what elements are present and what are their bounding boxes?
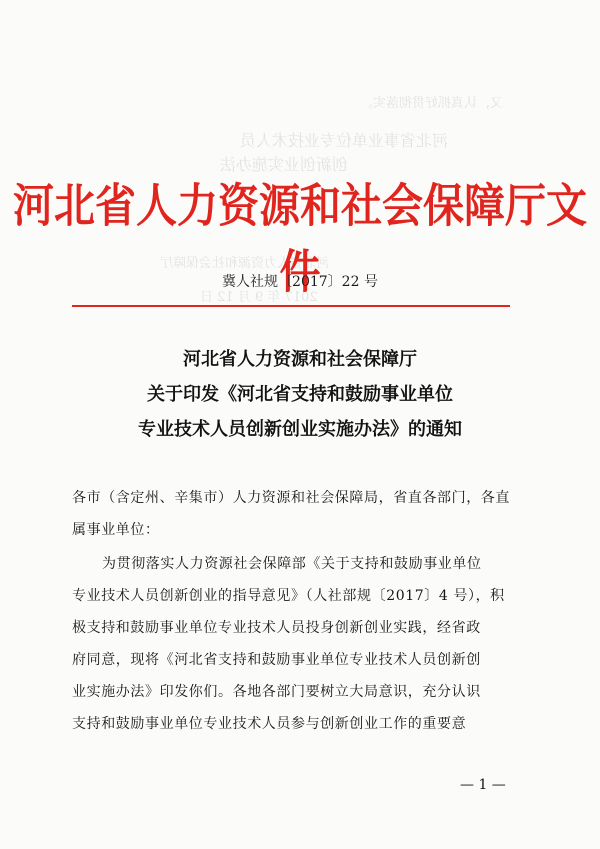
red-separator-line <box>72 305 510 307</box>
notice-title-line: 专业技术人员创新创业实施办法》的通知 <box>138 419 462 440</box>
page-number: — 1 — <box>460 777 506 793</box>
reverse-side-bleed: 河北省人力资源和社会保障厅 <box>160 256 330 271</box>
body-line: 极支持和鼓励事业单位专业技术人员投身创新创业实践，经省政 <box>72 620 481 636</box>
document-number: 冀人社规〔2017〕22 号 <box>222 274 378 290</box>
body-line: 各市（含定州、辛集市）人力资源和社会保障局，省直各部门，各直 <box>72 490 510 506</box>
reverse-side-bleed: 2017 年 9 月 12 日 <box>200 290 318 305</box>
reverse-side-bleed: 创新创业实施办法 <box>220 155 349 174</box>
notice-title-line: 河北省人力资源和社会保障厅 <box>183 349 417 370</box>
notice-title-line: 关于印发《河北省支持和鼓励事业单位 <box>147 384 453 405</box>
body-line: 为贯彻落实人力资源社会保障部《关于支持和鼓励事业单位 <box>102 556 482 572</box>
body-line: 业实施办法》印发你们。各地各部门要树立大局意识，充分认识 <box>72 684 481 700</box>
body-line: 府同意，现将《河北省支持和鼓励事业单位专业技术人员创新创 <box>72 652 481 668</box>
body-line: 属事业单位： <box>72 522 160 538</box>
document-header-title: 河北省人力资源和社会保障厅文件 <box>13 179 587 299</box>
body-line: 专业技术人员创新创业的指导意见》（人社部规〔2017〕4 号），积 <box>72 588 505 604</box>
reverse-side-bleed: 又，认真抓好贯彻落实。 <box>360 96 504 111</box>
body-line: 支持和鼓励事业单位专业技术人员参与创新创业工作的重要意 <box>72 716 467 732</box>
reverse-side-bleed: 河北省事业单位专业技术人员 <box>240 131 449 150</box>
